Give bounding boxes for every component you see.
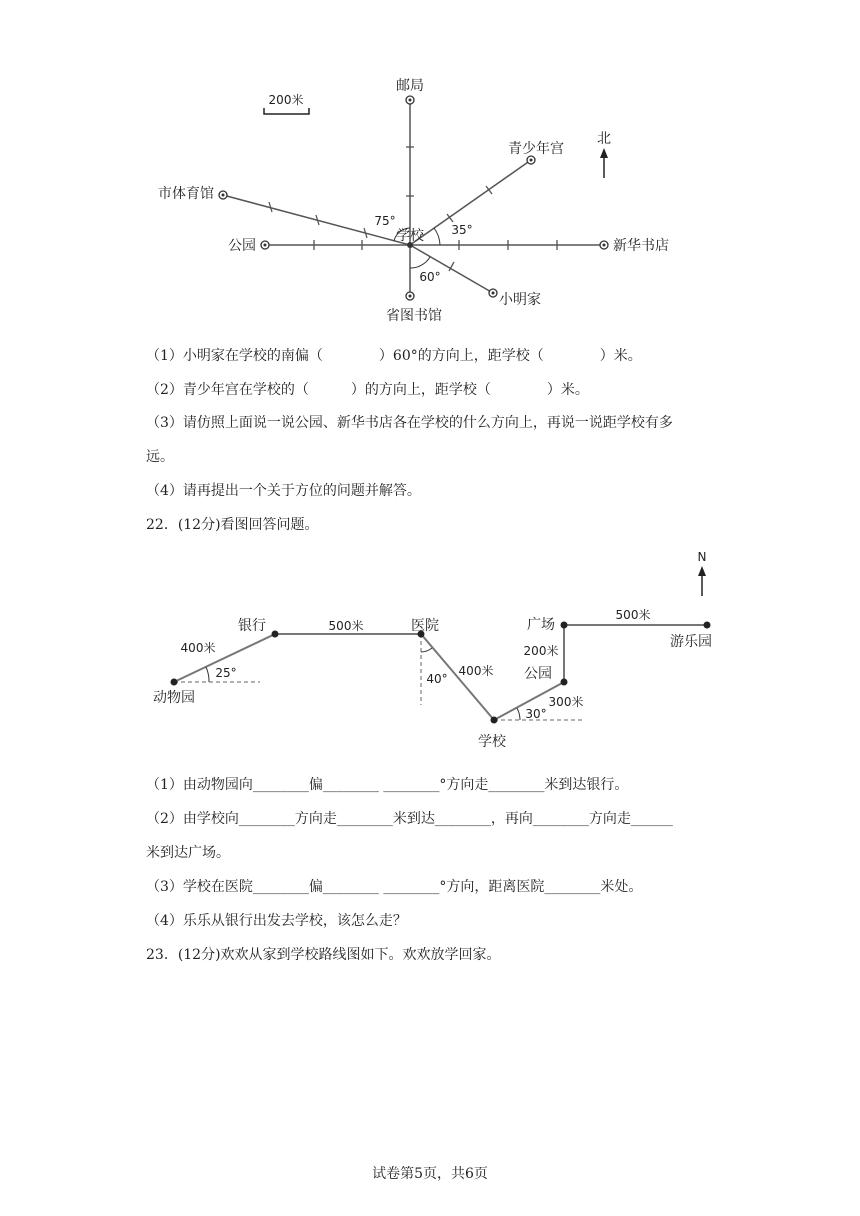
label-park-2: 公园 bbox=[524, 666, 552, 682]
label-bank: 银行 bbox=[238, 618, 266, 634]
label-school: 学校 bbox=[396, 228, 424, 244]
dist-school-park: 300米 bbox=[548, 695, 584, 709]
label-youth-palace: 青少年宫 bbox=[508, 141, 564, 157]
direction-map-1 bbox=[0, 70, 860, 332]
q22-question-1: （1）由动物园向________偏________ ________°方向走________米到达银行。 bbox=[146, 777, 629, 793]
q22-title: 22．(12分)看图回答问题。 bbox=[146, 517, 319, 533]
angle-60: 60° bbox=[419, 270, 441, 284]
q21-question-2: （2）青少年宫在学校的（ ）的方向上，距学校（ ）米。 bbox=[146, 382, 589, 398]
angle-40: 40° bbox=[426, 672, 448, 686]
angle-75: 75° bbox=[374, 214, 396, 228]
q22-question-3: （3）学校在医院________偏________ ________°方向，距离医院________米处。 bbox=[146, 879, 643, 895]
q21-question-3-line1: （3）请仿照上面说一说公园、新华书店各在学校的什么方向上，再说一说距学校有多 bbox=[146, 415, 673, 431]
q22-question-2-line1: （2）由学校向________方向走________米到达________，再向________方向走______ bbox=[146, 811, 673, 827]
scale-label: 200米 bbox=[268, 93, 304, 107]
label-amusement-park: 游乐园 bbox=[670, 634, 712, 650]
q22-question-4: （4）乐乐从银行出发去学校，该怎么走？ bbox=[146, 913, 407, 929]
q22-question-2-line2: 米到达广场。 bbox=[146, 845, 230, 861]
angle-35: 35° bbox=[451, 223, 473, 237]
north-label-n: N bbox=[697, 550, 707, 564]
dist-square-amusement: 500米 bbox=[615, 608, 651, 622]
label-post-office: 邮局 bbox=[396, 78, 424, 94]
angle-25: 25° bbox=[215, 666, 237, 680]
dist-park-square: 200米 bbox=[523, 644, 559, 658]
page-footer: 试卷第5页，共6页 bbox=[372, 1166, 488, 1182]
dist-zoo-bank: 400米 bbox=[180, 641, 216, 655]
dist-hospital-school: 400米 bbox=[458, 664, 494, 678]
route-map-2 bbox=[0, 540, 860, 760]
label-xiaoming-home: 小明家 bbox=[499, 292, 541, 308]
angle-30: 30° bbox=[525, 707, 547, 721]
label-xinhua-bookstore: 新华书店 bbox=[613, 238, 669, 254]
q21-question-3-line2: 远。 bbox=[146, 449, 174, 465]
q23-title: 23．(12分)欢欢从家到学校路线图如下。欢欢放学回家。 bbox=[146, 947, 501, 963]
north-arrow bbox=[597, 131, 611, 178]
label-stadium: 市体育馆 bbox=[158, 186, 214, 202]
label-zoo: 动物园 bbox=[153, 690, 195, 706]
q21-question-4: （4）请再提出一个关于方位的问题并解答。 bbox=[146, 483, 421, 499]
q21-question-1: （1）小明家在学校的南偏（ ）60°的方向上，距学校（ ）米。 bbox=[146, 348, 642, 364]
dist-bank-hospital: 500米 bbox=[328, 619, 364, 633]
label-square: 广场 bbox=[527, 617, 555, 633]
label-provincial-library: 省图书馆 bbox=[386, 308, 442, 324]
label-school-2: 学校 bbox=[478, 734, 506, 750]
north-label: 北 bbox=[597, 131, 611, 147]
label-park: 公园 bbox=[228, 238, 256, 254]
north-arrow-n bbox=[698, 550, 707, 596]
scale-bar bbox=[264, 92, 309, 114]
label-hospital: 医院 bbox=[411, 618, 439, 634]
